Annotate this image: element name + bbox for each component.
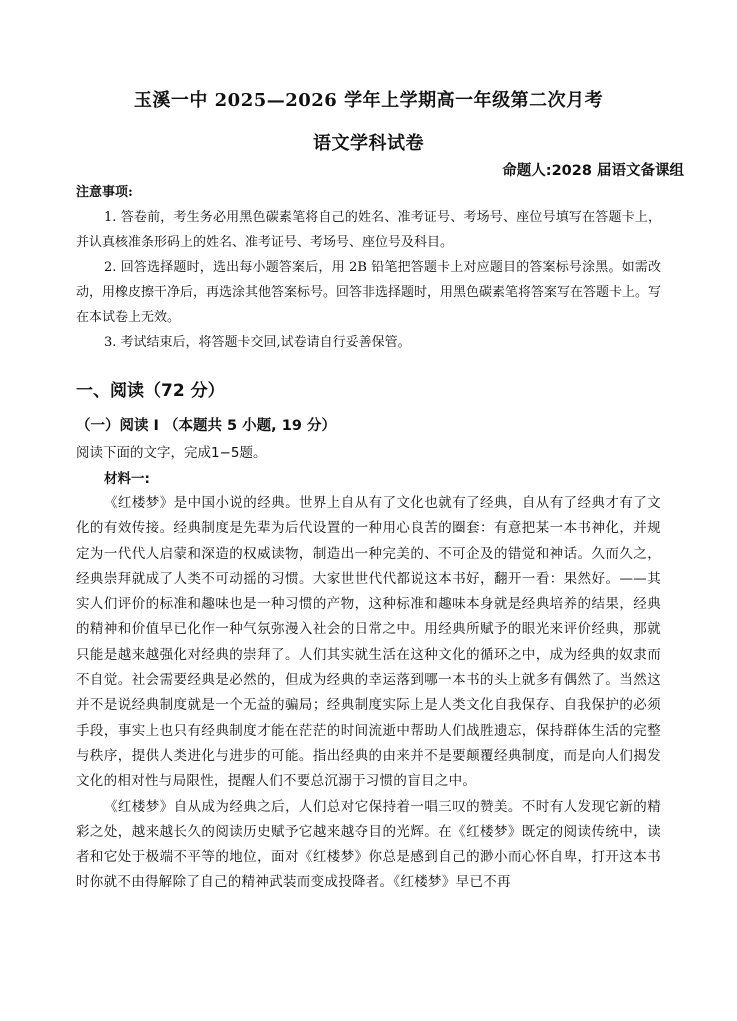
notes-heading: 注意事项:	[76, 185, 133, 200]
exam-subject-title: 语文学科试卷	[313, 133, 424, 154]
notes-item: 1. 答卷前，考生务必用黑色碳素笔将自己的姓名、准考证号、考场号、座位号填写在答题卡上，并认真核准条形码上的姓名、准考证号、考场号、座位号及科目。	[76, 210, 661, 250]
section-title: 一、阅读（72 分）	[76, 381, 225, 401]
notes-item: 3. 考试结束后，将答题卡交回,试卷请自行妥善保管。	[104, 335, 411, 350]
notes-list	[76, 205, 661, 355]
notes-item: 2. 回答选择题时，选出每小题答案后，用 2B 铅笔把答题卡上对应题目的答案标号涂黑。如需改动，用橡皮擦干净后，再选涂其他答案标号。回答非选择题时，用黑色碳素笔将答案写在答题卡上。写在本试卷上无效。	[76, 260, 662, 325]
passage-paragraph: 《红楼梦》自从成为经典之后，人们总对它保持着一唱三叹的赞美。不时有人发现它新的精彩之处，越来越长久的阅读历史赋予它越来越夺目的光辉。在《红楼梦》既定的阅读传统中，读者和它处于极端不平等的地位，面对《红楼梦》你总是感到自己的渺小而心怀自卑，打开这本书时你就不由得解除了自己的精神武装而变成投降者。《红楼梦》早已不再	[76, 798, 661, 891]
exam-title: 玉溪一中 2025—2026 学年上学期高一年级第二次月考	[133, 90, 604, 111]
passage-paragraph: 《红楼梦》是中国小说的经典。世界上自从有了文化也就有了经典，自从有了经典才有了文化的有效传接。经典制度是先辈为后代设置的一种用心良苦的圈套：有意把某一本书神化，并规定为一代代人启蒙和深造的权威读物，制造出一种完美的、不可企及的错觉和神话。久而久之，经典崇拜就成了人类不可动摇的习惯。大家世世代代都说这本书好，翻开一看：果然好。——其实人们评价的标准和趣味也是一种习惯的产物，这种标准和趣味本身就是经典培养的结果，经典的精神和价值早已化作一种气氛弥漫入社会的日常之中。用经典所赋予的眼光来评价经典，那就只能是越来越强化对经典的崇拜了。人们其实就生活在这种文化的循环之中，成为经典的奴隶而不自觉。社会需要经典是必然的，但成为经典的幸运落到哪一本书的头上就多有偶然了。当然这并不是说经典制度就是一个无益的骗局；经典制度实际上是人类文化自我保存、自我保护的必须手段，事实上也只有经典制度才能在茫茫的时间流逝中帮助人们战胜遗忘，保持群体生活的完整与秩序，提供人类进化与进步的可能。指出经典的由来并不是要颠覆经典制度，而是向人们揭发文化的相对性与局限性，提醒人们不要总沉溺于习惯的盲目之中。	[76, 495, 661, 790]
material-label: 材料一:	[104, 471, 150, 487]
exam-author: 命题人:2028 届语文备课组	[502, 163, 684, 179]
subsection-title: （一）阅读 I （本题共 5 小题, 19 分）	[76, 418, 336, 434]
reading-instruction: 阅读下面的文字，完成1−5题。	[76, 445, 267, 461]
reading-passage	[76, 491, 661, 896]
